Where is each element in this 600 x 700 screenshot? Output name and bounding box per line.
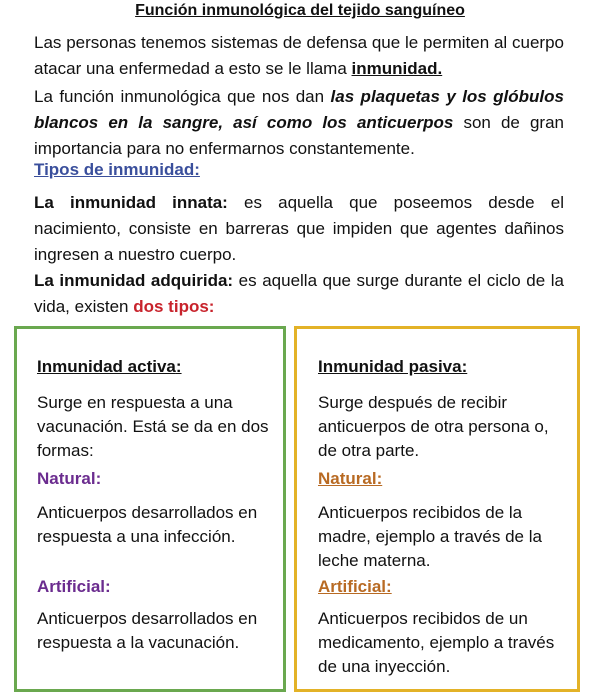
pasiva-heading: Inmunidad pasiva:: [318, 357, 468, 376]
innata-label: La inmunidad innata:: [34, 193, 228, 212]
innata-paragraph: [34, 190, 564, 268]
pasiva-natural-text: Anticuerpos recibidos de la madre, ejemplo a través de la leche materna.: [318, 503, 542, 570]
dos-tipos-highlight: dos tipos:: [133, 297, 215, 316]
pasiva-description: Surge después de recibir anticuerpos de otra persona o, de otra parte.: [318, 393, 549, 460]
tipos-heading: Tipos de inmunidad:: [34, 160, 200, 179]
innata-text: es aquella que poseemos desde el nacimiento, consiste en barreras que impiden que agentes dañinos ingresen a nuestro cuerpo.: [34, 193, 564, 264]
activa-description: Surge en respuesta a una vacunación. Está se da en dos formas:: [37, 393, 269, 460]
page-title: Función inmunológica del tejido sanguíneo: [135, 2, 465, 19]
intro-p2-text: La función inmunológica que nos dan: [34, 87, 331, 106]
activa-artificial-label: Artificial:: [37, 577, 111, 596]
activa-natural-label: Natural:: [37, 469, 102, 488]
adquirida-paragraph: [34, 268, 564, 320]
pasiva-box: [294, 326, 580, 692]
intro-p2-tail: son de gran importancia para no enfermarnos constantemente.: [34, 113, 564, 158]
adquirida-label: La inmunidad adquirida:: [34, 271, 234, 290]
intro-paragraph-1: [34, 30, 564, 82]
activa-heading: [37, 357, 182, 377]
pasiva-natural-label: Natural:: [318, 469, 383, 488]
intro-p2-emphasis: las plaquetas y los glóbulos blancos en la sangre, así como los anticuerpos: [34, 87, 564, 132]
activa-box: [14, 326, 286, 692]
activa-heading-text: Inmunidad activa: [37, 357, 176, 376]
intro-p1-text: Las personas tenemos sistemas de defensa que le permiten al cuerpo atacar una enfermedad a esto se le llama: [34, 33, 564, 78]
pasiva-artificial-label: Artificial:: [318, 577, 392, 596]
inmunidad-term: inmunidad.: [351, 59, 443, 78]
activa-artificial-text: Anticuerpos desarrollados en respuesta a la vacunación.: [37, 609, 258, 652]
intro-paragraph-2: [34, 84, 564, 162]
adquirida-text: es aquella que surge durante el ciclo de la vida, existen: [34, 271, 564, 316]
activa-natural-text: Anticuerpos desarrollados en respuesta a una infección.: [37, 503, 258, 546]
activa-heading-colon: :: [175, 357, 182, 376]
pasiva-artificial-text: Anticuerpos recibidos de un medicamento, ejemplo a través de una inyección.: [318, 609, 555, 676]
